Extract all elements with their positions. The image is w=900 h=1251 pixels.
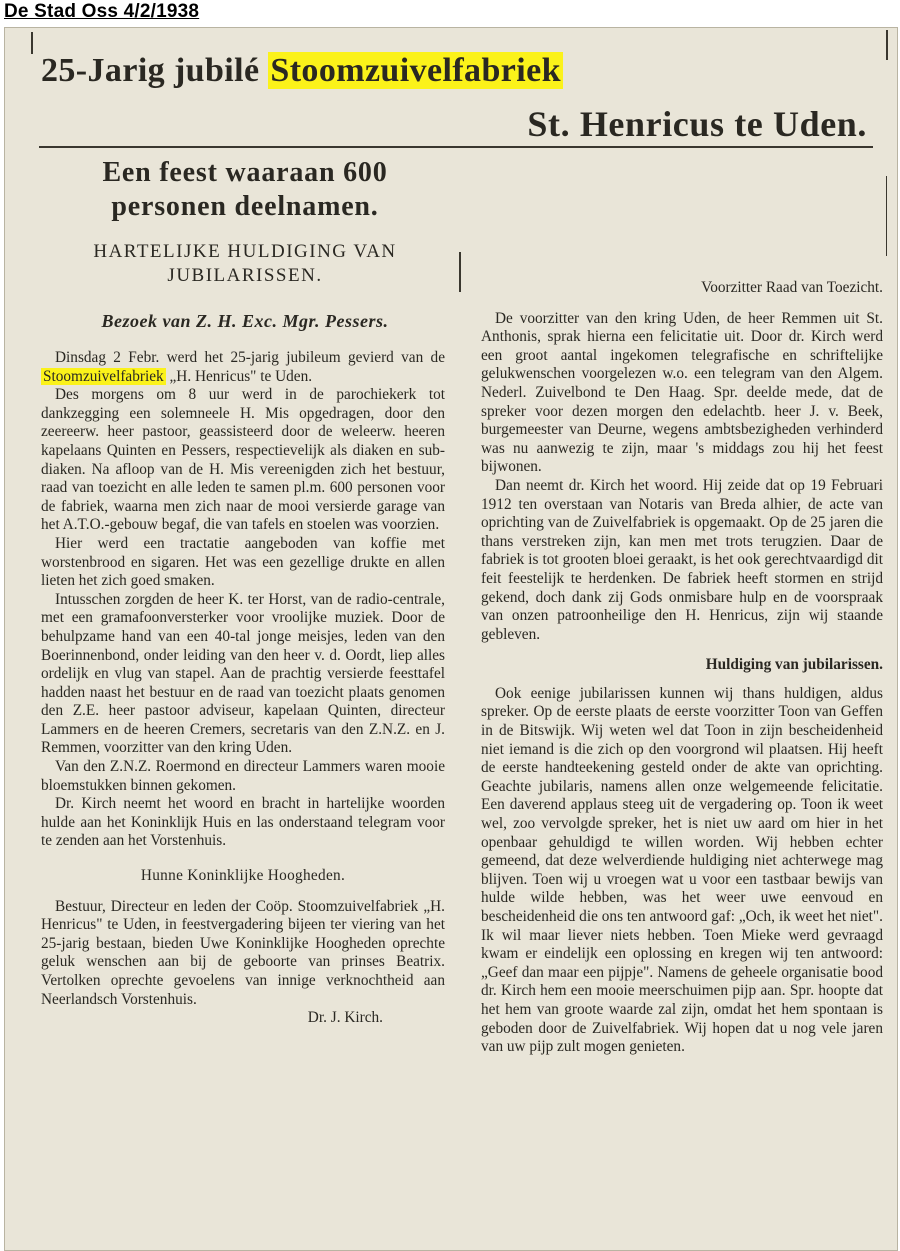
right-column xyxy=(481,279,883,1057)
left-paragraph-4: Intusschen zorgden de heer K. ter Horst, van de radio-centrale, met een gramafoonversterker voor vroolijke muziek. Door de behulpzame hand van een 40-tal jonge meisjes, leden van den Boerinnenbond, onder leiding van den heer v. d. Oordt, liep alles ordelijk en vlug van stapel. Aan de prachtig versierde feesttafel hadden naast het bestuur en de raad van toezicht plaats genomen den Z.E. heer pastoor adviseur, kapelaan Quinten, directeur Lammers en de heeren Cremers, secretaris van den Z.N.Z. en J. Remmen, voorzitter van den kring Uden. xyxy=(41,590,445,757)
text-highlight: Stoomzuivelfabriek xyxy=(43,367,164,385)
column-rule-right-lower xyxy=(886,176,887,256)
column-rule-right-edge xyxy=(886,30,888,60)
headline-highlight: Stoomzuivelfabriek xyxy=(270,52,561,89)
left-paragraph-3: Hier werd een tractatie aangeboden van koffie met worstenbrood en sigaren. Het was een gezellige drukte en allen lieten het zich goed smaken. xyxy=(41,534,445,590)
headline-line-1: 25-Jarig jubilé Stoomzuivelfabriek xyxy=(41,52,561,89)
subheadline-line-2: personen deelnamen. xyxy=(111,191,379,222)
column-rule-left-top xyxy=(31,32,33,54)
kicker-line-1: HARTELIJKE HULDIGING VAN xyxy=(93,241,397,262)
subheadline-line-1: Een feest waaraan 600 xyxy=(102,157,388,188)
left-paragraph-2: Des morgens om 8 uur werd in de parochiekerk tot dankzegging een solemneele H. Mis opgedragen, door den zeereerw. heer pastoor, geassisteerd door de weleerw. heeren kapelaans Quinten en Pessers, respectievelijk als diaken en sub-diaken. Na afloop van de H. Mis vereenigden zich het bestuur, raad van toezicht en alle leden te samen pl.m. 600 personen voor de fabriek, waarna men zich naar de mooi versierde garage van het A.T.O.-gebouw begaf, die van tafels en stoelen was voorzien. xyxy=(41,386,445,534)
kicker-heading xyxy=(45,240,445,288)
visit-subheading: Bezoek van Z. H. Exc. Mgr. Pessers. xyxy=(101,311,389,331)
left-paragraph-1: Dinsdag 2 Febr. werd het 25-jarig jubileum gevierd van de Stoomzuivelfabriek „H. Henricus" te Uden. xyxy=(43,349,445,385)
newspaper-clipping xyxy=(4,27,898,1251)
headline-rule xyxy=(39,146,873,148)
right-heading-2: Huldiging van jubilarissen. xyxy=(705,656,883,674)
column-rule-middle xyxy=(459,252,461,292)
headline-line-2: St. Henricus te Uden. xyxy=(527,104,867,144)
left-column xyxy=(41,349,445,1028)
kicker-line-2: JUBILARISSEN. xyxy=(167,265,323,286)
telegram-heading: Hunne Koninklijke Hoogheden. xyxy=(140,867,346,885)
left-paragraph-6: Dr. Kirch neemt het woord en bracht in hartelijke woorden hulde aan het Koninklijk Huis en las onderstaand telegram voor te zenden aan het Vorstenhuis. xyxy=(41,795,445,850)
left-paragraph-5: Van den Z.N.Z. Roermond en directeur Lammers waren mooie bloemstukken binnen gekomen. xyxy=(41,758,445,794)
right-paragraph-2: Dan neemt dr. Kirch het woord. Hij zeide dat op 19 Februari 1912 ten overstaan van Notaris van Breda alhier, de acte van oprichting van de Zuivelfabriek is opgemaakt. Op de 25 jaren die thans verstreken zijn, kan men met trots terugzien. Daar de fabriek is tot grooten bloei geraakt, is het ook gerechtvaardigd dit feit feestelijk te herdenken. De fabriek heeft stormen en strijd gekend, doch dank zij Gods onmisbare hulp en de voorspraak van onzen patroonheilige den H. Henricus, zijn wij staande gebleven. xyxy=(481,476,883,643)
signature: Dr. J. Kirch. xyxy=(307,1009,383,1027)
telegram-text: Bestuur, Directeur en leden der Coöp. Stoomzuivelfabriek „H. Henricus" te Uden, in feestvergadering bijeen ter viering van het 25-jarig bestaan, bieden Uwe Koninklijke Hoogheden oprechte geluk wenschen aan bij de geboorte van prinses Beatrix. Vertolken oprechte gevoelens van innige verknochtheid aan Neerlandsch Vorstenhuis. xyxy=(41,897,445,1008)
right-paragraph-1: De voorzitter van den kring Uden, de heer Remmen uit St. Anthonis, sprak hierna een felicitatie uit. Door dr. Kirch werd een groot aantal ingekomen telegrafische en schriftelijke gelukwenschen voorgelezen w.o. een telegram van den Algem. Nederl. Zuivelbond te Den Haag. Spr. deelde mede, dat de spreker voor dezen morgen den edelachtb. heer J. v. Beek, burgemeester van Deurne, wegens ambtsbezigheden verhinderd was nu aanwezig te zijn, maar 's middags zou hij het feest bijwonen. xyxy=(481,309,883,476)
right-paragraph-3: Ook eenige jubilarissen kunnen wij thans huldigen, aldus spreker. Op de eerste plaats de eerste voorzitter Toon van Geffen in de Bitswijk. Wij weten wel dat Toon in zijn bescheidenheid niet iemand is die zich op den voorgrond wil plaatsen. Hij heeft de eerste handteekening gesteld onder de akte van oprichting. Geachte jubilaris, namens allen onze welgemeende felicitatie. Een daverend applaus steeg uit de vergadering op. Toon ik weet wel, zoo vervolgde spreker, het is niet uw aard om hier in het openbaar gehuldigd te willen worden. Wij hebben echter gemeend, dat deze welverdiende huldiging niet achterwege mag blijven. Toen wij u vroegen wat u voor een tastbaar bewijs van hulde wilde hebben, was het weer uwe eenvoud en bescheidenheid die ons ten antwoord gaf: „Och, ik weet het niet". Ik wil maar liever niets hebben. Toen Mieke werd gevraagd kwam er eindelijk een oplossing en kregen wij ten antwoord: „Geef dan maar een pijpje". Namens de geheele organisatie bood dr. Kirch hem een mooie meerschuimen pijp aan. Spr. hoopte dat het hem van groote waarde zal zijn, omdat het hem spontaan is geboden door de Zuivelfabriek. Wij hopen dat u nog vele jaren van uw pijp zult mogen genieten. xyxy=(481,684,883,1056)
right-heading-1: Voorzitter Raad van Toezicht. xyxy=(701,279,883,296)
subheadline xyxy=(45,156,445,224)
clipping-caption: De Stad Oss 4/2/1938 xyxy=(4,1,200,22)
